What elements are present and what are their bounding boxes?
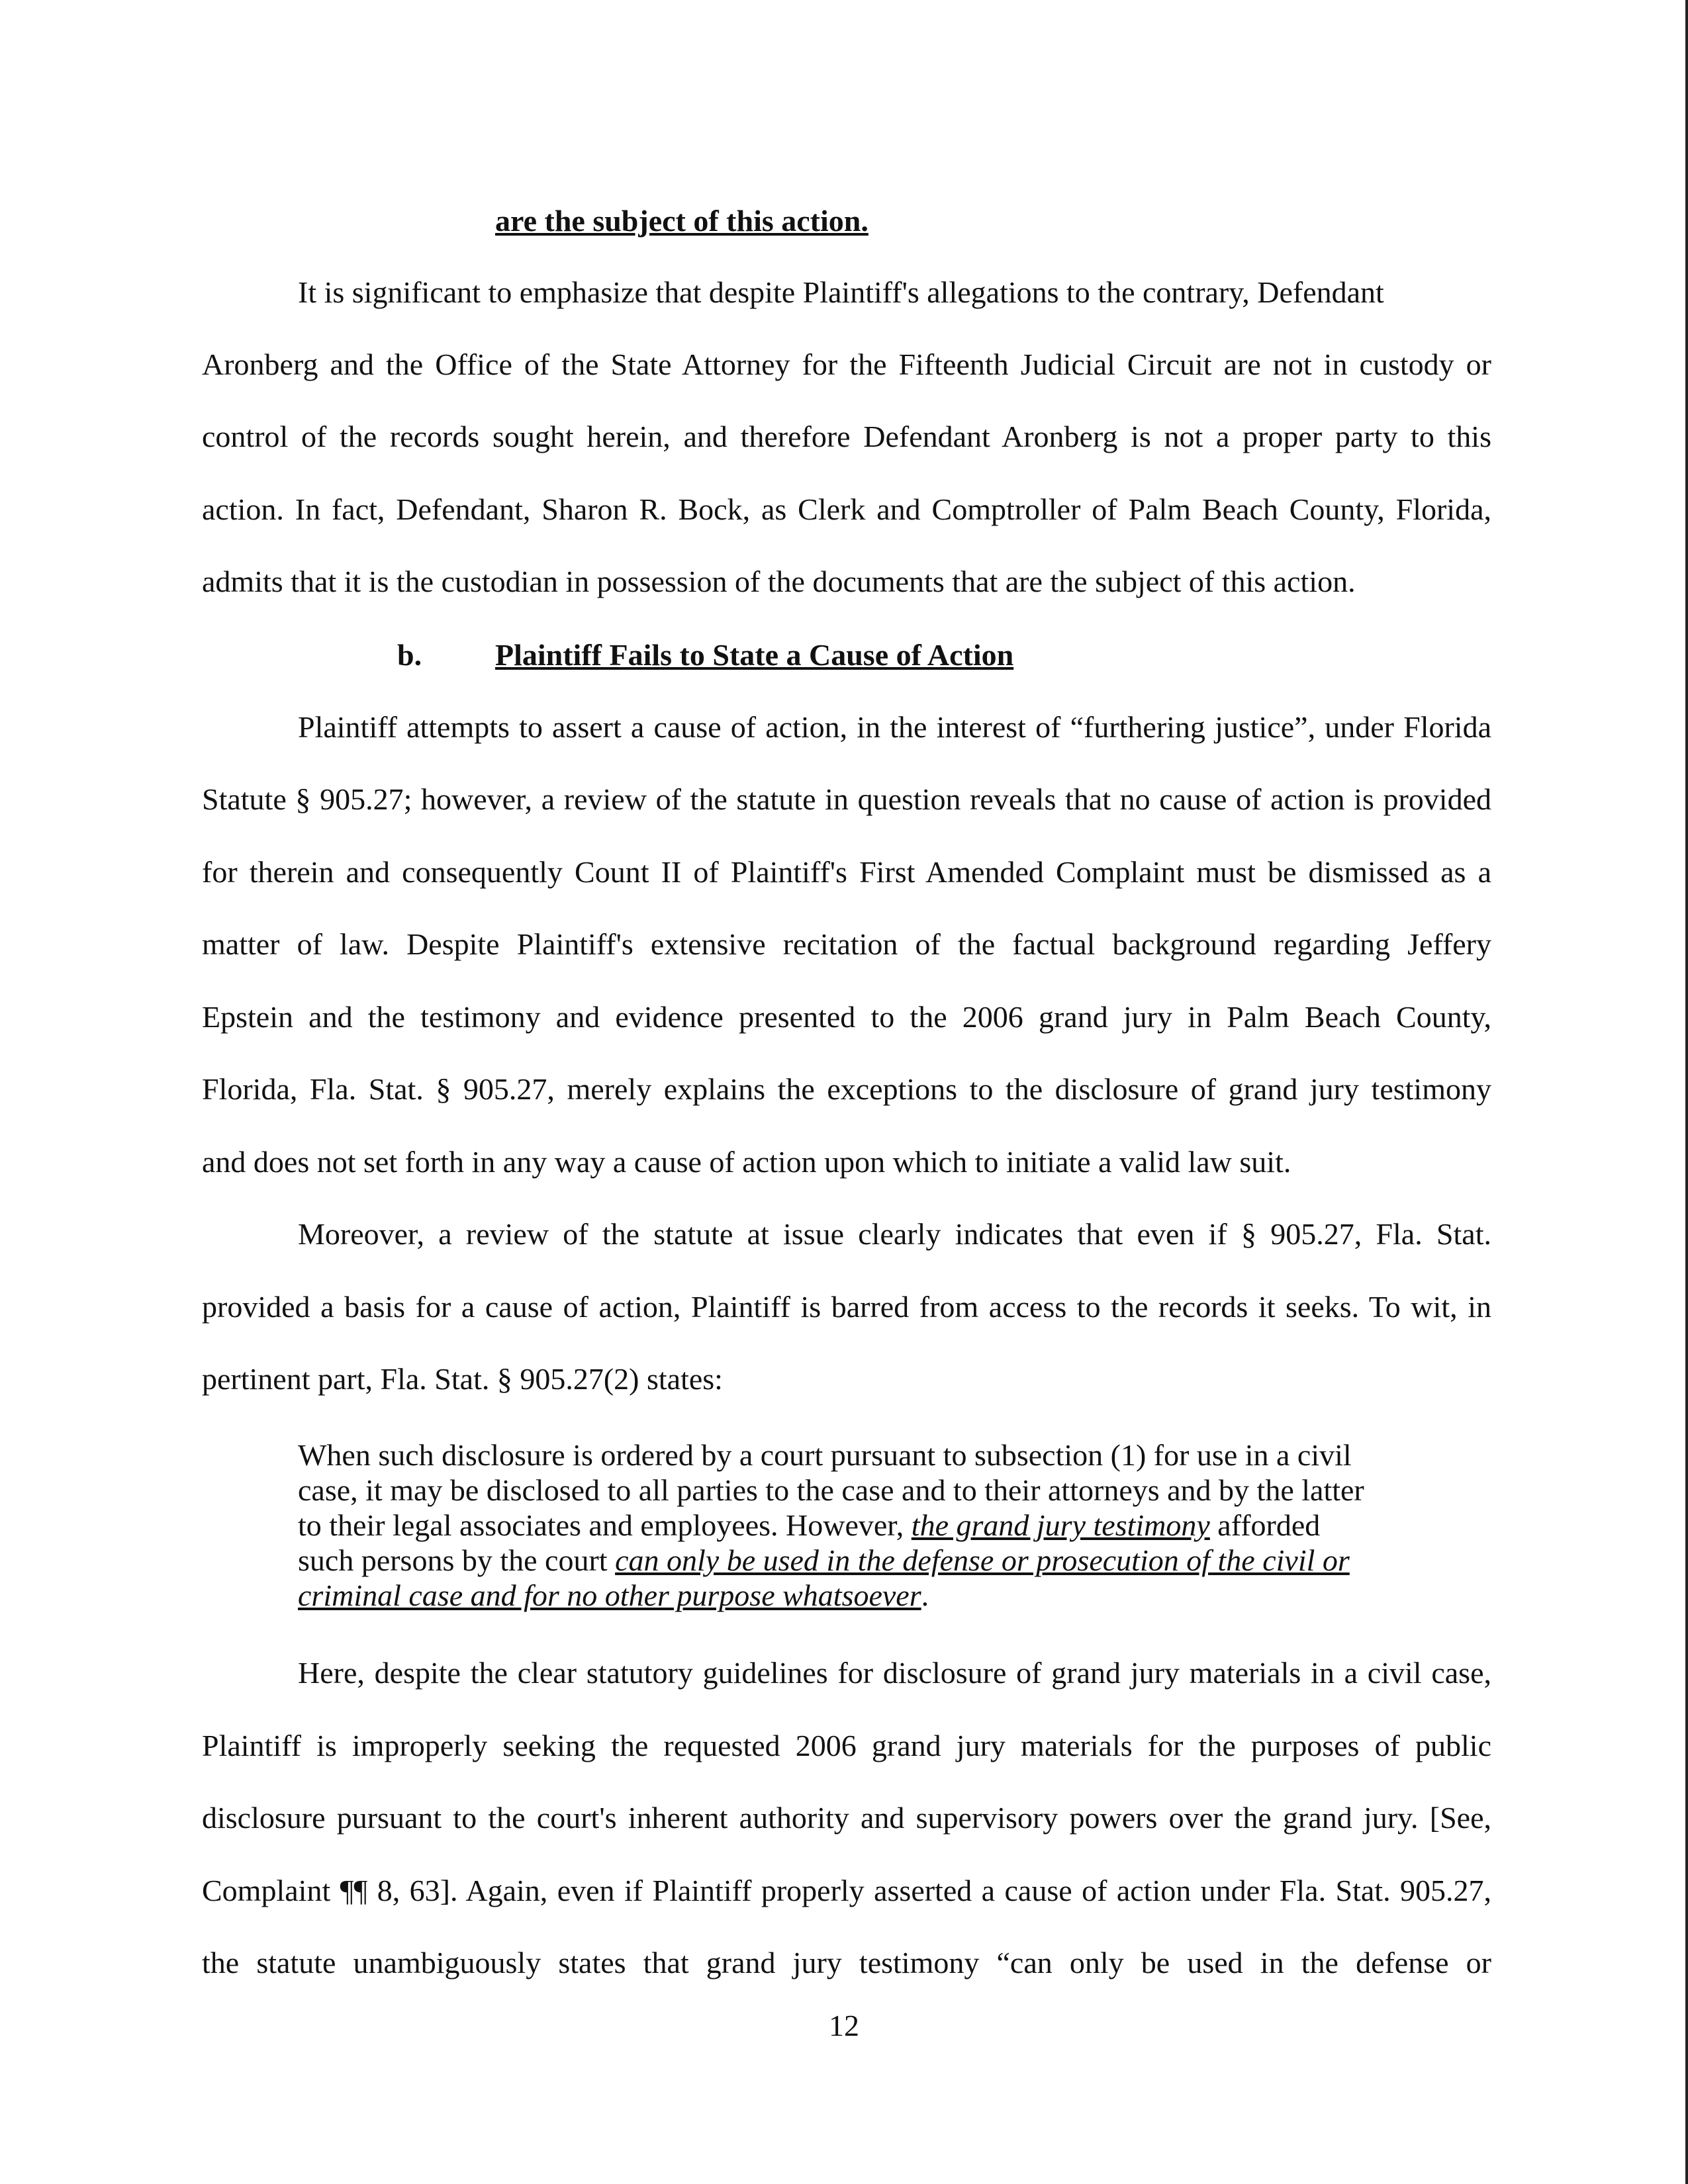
block-quote-line-2: case, it may be disclosed to all parties to the case and to their attorneys and by the latter [298,1473,1364,1507]
paragraph-4-line-2: Plaintiff is improperly seeking the requested 2006 grand jury materials for the purposes of public [202,1729,1491,1762]
subheading-title: Plaintiff Fails to State a Cause of Action [495,638,1014,672]
block-quote-line-4-text: such persons by the court [298,1543,616,1577]
block-quote-line-4 [298,1543,1390,1578]
paragraph-2-line-5: Epstein and the testimony and evidence presented to the 2006 grand jury in Palm Beach County, [202,1000,1491,1034]
block-quote-emphasis-use-limitation: can only be used in the defense or prosecution of the civil or [615,1543,1350,1577]
block-quote-line-1: When such disclosure is ordered by a court pursuant to subsection (1) for use in a civil [298,1438,1352,1472]
paragraph-2-line-1: Plaintiff attempts to assert a cause of action, in the interest of “furthering justice”, under Florida [298,710,1491,744]
subheading-letter: b. [397,638,422,672]
block-quote-line-3 [298,1508,1390,1543]
paragraph-2-line-6: Florida, Fla. Stat. § 905.27, merely explains the exceptions to the disclosure of grand jury testimony [202,1072,1491,1106]
block-quote-emphasis-no-other-purpose: criminal case and for no other purpose whatsoever [298,1578,921,1612]
page-edge-border [1685,0,1688,2184]
paragraph-1-line-3: control of the records sought herein, and therefore Defendant Aronberg is not a proper party to this [202,420,1491,453]
paragraph-2-line-7: and does not set forth in any way a cause of action upon which to initiate a valid law suit. [202,1145,1291,1179]
page-number: 12 [829,2009,859,2042]
section-heading-carryover: are the subject of this action. [495,204,868,238]
paragraph-4-line-3: disclosure pursuant to the court's inherent authority and supervisory powers over the grand jury. [See, [202,1801,1491,1835]
paragraph-4-line-4: Complaint ¶¶ 8, 63]. Again, even if Plaintiff properly asserted a cause of action under Fla. Stat. 905.27, [202,1874,1491,1907]
paragraph-2-line-2: Statute § 905.27; however, a review of the statute in question reveals that no cause of action is provided [202,782,1491,816]
paragraph-1-line-4: action. In fact, Defendant, Sharon R. Bock, as Clerk and Comptroller of Palm Beach County, Florida, [202,492,1491,526]
block-quote-line-3-end: afforded [1209,1508,1321,1542]
paragraph-2-line-3: for therein and consequently Count II of Plaintiff's First Amended Complaint must be dismissed as a [202,855,1491,889]
paragraph-3-line-3: pertinent part, Fla. Stat. § 905.27(2) states: [202,1362,723,1396]
paragraph-3-line-2: provided a basis for a cause of action, Plaintiff is barred from access to the records it seeks. To wit, in [202,1290,1491,1324]
block-quote-line-5-end: . [921,1578,929,1612]
paragraph-4-line-5: the statute unambiguously states that grand jury testimony “can only be used in the defense or [202,1946,1491,1979]
block-quote-line-3-text: to their legal associates and employees. However, [298,1508,912,1542]
paragraph-1-line-5: admits that it is the custodian in possession of the documents that are the subject of this action. [202,565,1356,598]
paragraph-3-line-1: Moreover, a review of the statute at issue clearly indicates that even if § 905.27, Fla. Stat. [298,1217,1491,1251]
block-quote-emphasis-grand-jury-testimony: the grand jury testimony [911,1508,1210,1542]
paragraph-4-line-1: Here, despite the clear statutory guidelines for disclosure of grand jury materials in a civil case, [298,1656,1491,1690]
paragraph-2-line-4: matter of law. Despite Plaintiff's extensive recitation of the factual background regarding Jeffery [202,927,1491,961]
paragraph-1-line-2: Aronberg and the Office of the State Attorney for the Fifteenth Judicial Circuit are not in custody or [202,347,1491,381]
block-quote-line-5 [298,1578,1390,1613]
paragraph-1-line-1: It is significant to emphasize that despite Plaintiff's allegations to the contrary, Defendant [298,275,1384,309]
